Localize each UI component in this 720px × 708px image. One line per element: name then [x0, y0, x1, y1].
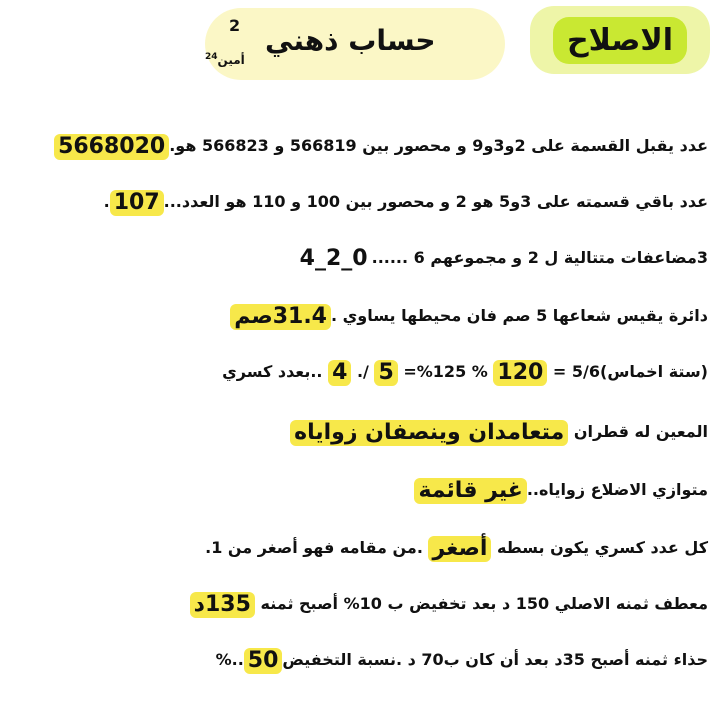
exercise-line-2: عدد باقي قسمته على 3و5 هو 2 و محصور بين 100 و 110 هو العدد...107.: [103, 189, 708, 215]
answer-highlight: 31.4صم: [230, 304, 331, 330]
exercise-line-3: [296, 244, 708, 272]
exercise-text: كل عدد كسري يكون بسطه: [496, 538, 708, 557]
exercise-text: المعين له قطران: [573, 422, 708, 441]
exercise-text: متوازي الاضلاع زواياه..: [526, 480, 708, 499]
author-label: أمين$^{24}$: [205, 52, 245, 67]
exercise-text: 3مضاعفات متتالية ل 2 و مجموعهم 6 ......: [371, 248, 708, 267]
answer-highlight: 4_2_0: [299, 245, 368, 271]
answer-highlight: أصغر: [428, 536, 491, 562]
answer-highlight: 50: [244, 648, 283, 674]
exercise-line-8: كل عدد كسري يكون بسطه أصغر .من مقامه فهو أصغر من 1.: [205, 535, 708, 561]
correction-badge-label: الاصلاح: [553, 17, 687, 64]
exercise-text: (ستة اخماس)5/6 =: [552, 362, 708, 381]
answer-highlight: 135د: [190, 592, 255, 618]
answer-highlight: 107: [110, 190, 164, 216]
exercise-line-4: [230, 302, 708, 330]
correction-badge: [530, 6, 710, 74]
exercise-text: عدد باقي قسمته على 3و5 هو 2 و محصور بين 100 و 110 هو العدد...: [163, 192, 708, 211]
answer-highlight: 120: [493, 360, 547, 386]
exercise-line-5: (ستة اخماس)5/6 = 120 % 125%= 5 /. 4 ..بعدد كسري: [222, 359, 708, 385]
exercise-line-10: حذاء ثمنه أصبح 35د بعد أن كان ب70 د .نسبة التخفيض50..%: [215, 647, 708, 673]
exercise-text: حذاء ثمنه أصبح 35د بعد أن كان ب70 د .نسبة التخفيض: [282, 650, 708, 669]
answer-highlight: 4: [328, 360, 351, 386]
exercise-text: دائرة يقيس شعاعها 5 صم فان محيطها يساوي .: [330, 306, 708, 325]
answer-highlight: 5668020: [54, 134, 169, 160]
exercise-line-6: [290, 418, 708, 446]
exercise-text: عدد يقبل القسمة على 2و3و9 و محصور بين 566819 و 566823 هو.: [169, 136, 708, 155]
page-title: حساب ذهني: [265, 24, 436, 57]
exercise-line-7: [414, 476, 708, 504]
header-title-box: [205, 8, 505, 80]
answer-highlight: متعامدان وينصفان زواياه: [290, 420, 568, 446]
title-superscript: 2: [229, 16, 241, 35]
answer-highlight: غير قائمة: [414, 478, 526, 504]
exercise-line-1: [54, 132, 708, 160]
answer-highlight: 5: [374, 360, 397, 386]
exercise-line-9: [190, 590, 708, 618]
exercise-text: معطف ثمنه الاصلي 150 د بعد تخفيض ب 10% أصبح ثمنه: [260, 594, 708, 613]
